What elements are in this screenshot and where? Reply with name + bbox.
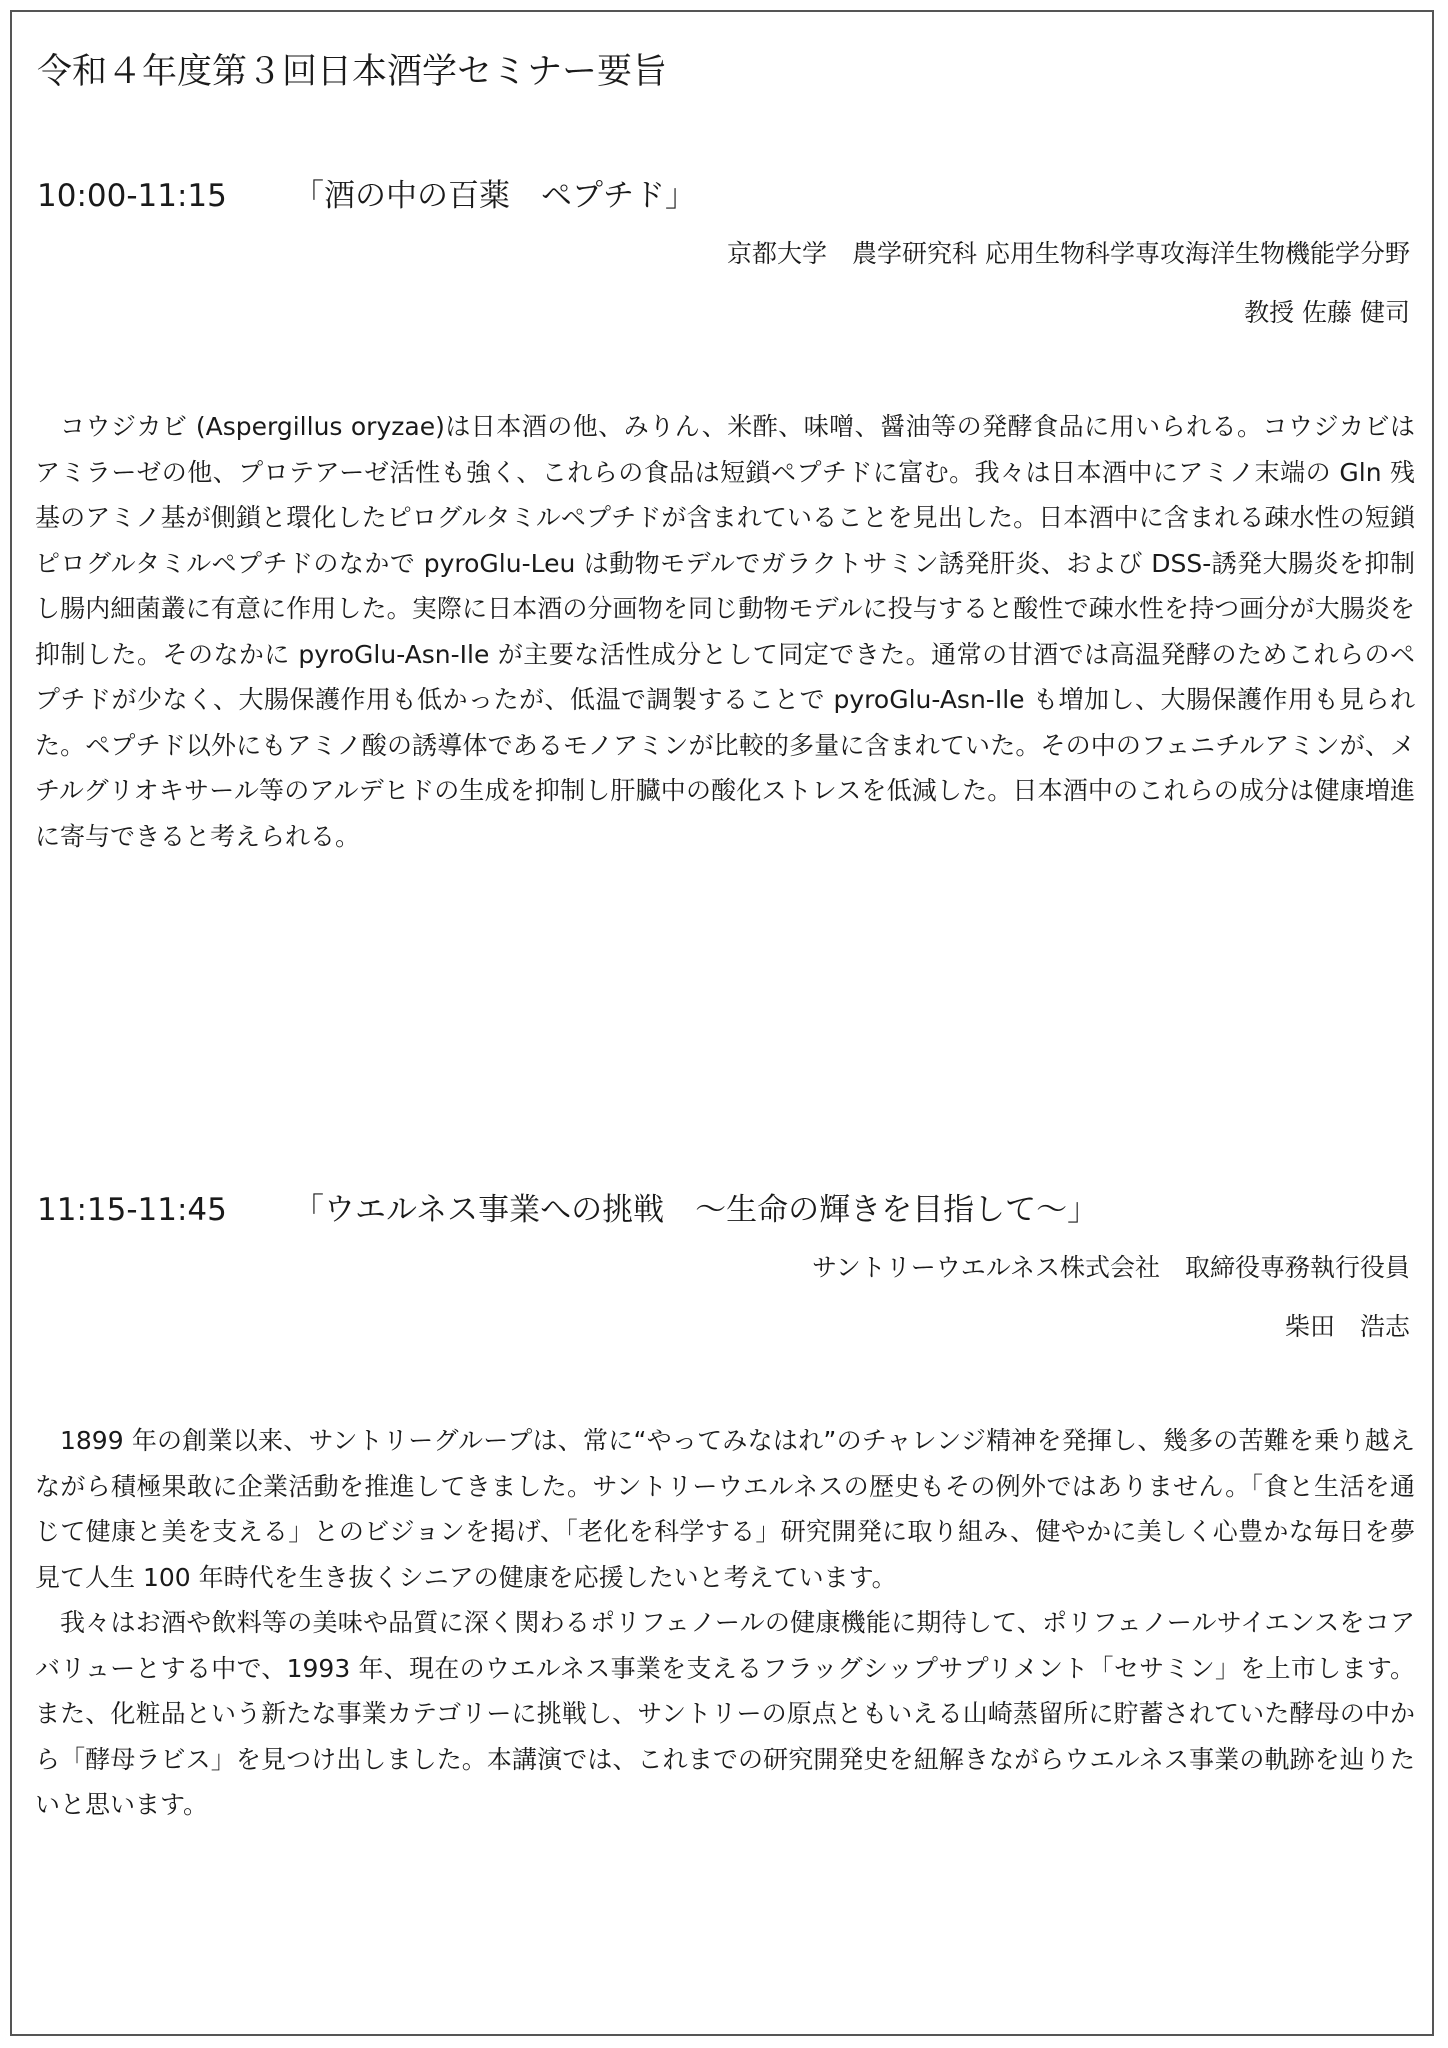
talk-1-abstract (35, 404, 1415, 859)
talk-2-time: 11:15-11:45 (37, 1192, 227, 1228)
talk-1-heading (37, 176, 696, 216)
talk-1-time: 10:00-11:15 (37, 178, 227, 214)
talk-1-abstract-paragraph: コウジカビ (Aspergillus oryzae)は日本酒の他、みりん、米酢、味噌、醤油等の発酵食品に用いられる。コウジカビはアミラーゼの他、プロテアーゼ活性も強く、これらの食品は短鎖ペプチドに富む。我々は日本酒中にアミノ末端の Gln 残基のアミノ基が側鎖と環化したピログルタミルペプチドが含まれていることを見出した。日本酒中に含まれる疎水性の短鎖ピログルタミルペプチドのなかで pyroGlu-Leu は動物モデルでガラクトサミン誘発肝炎、および DSS-誘発大腸炎を抑制し腸内細菌叢に有意に作用した。実際に日本酒の分画物を同じ動物モデルに投与すると酸性で疎水性を持つ画分が大腸炎を抑制した。そのなかに pyroGlu-Asn-Ile が主要な活性成分として同定できた。通常の甘酒では高温発酵のためこれらのペプチドが少なく、大腸保護作用も低かったが、低温で調製することで pyroGlu-Asn-Ile も増加し、大腸保護作用も見られた。ペプチド以外にもアミノ酸の誘導体であるモノアミンが比較的多量に含まれていた。その中のフェニチルアミンが、メチルグリオキサール等のアルデヒドの生成を抑制し肝臓中の酸化ストレスを低減した。日本酒中のこれらの成分は健康増進に寄与できると考えられる。 (35, 412, 1415, 851)
document-title: 令和４年度第３回日本酒学セミナー要旨 (37, 52, 668, 92)
talk-2-title: 「ウエルネス事業への挑戦 ～生命の輝きを目指して～」 (293, 1192, 1099, 1228)
talk-1-affiliation: 京都大学 農学研究科 応用生物科学専攻海洋生物機能学分野 (727, 239, 1410, 268)
talk-2-abstract (35, 1418, 1415, 1828)
talk-2-heading (37, 1190, 1098, 1230)
talk-2-abstract-paragraph: 我々はお酒や飲料等の美味や品質に深く関わるポリフェノールの健康機能に期待して、ポリフェノールサイエンスをコアバリューとする中で、1993 年、現在のウエルネス事業を支えるフラッグシップサプリメント「セサミン」を上市します。また、化粧品という新たな事業カテゴリーに挑戦し、サントリーの原点ともいえる山崎蒸留所に貯蓄されていた酵母の中から「酵母ラビス」を見つけ出しました。本講演では、これまでの研究開発史を紐解きながらウエルネス事業の軌跡を辿りたいと思います。 (35, 1608, 1415, 1819)
talk-2-affiliation: サントリーウエルネス株式会社 取締役専務執行役員 (811, 1253, 1410, 1282)
talk-2-abstract-paragraph: 1899 年の創業以来、サントリーグループは、常に“やってみなはれ”のチャレンジ精神を発揮し、幾多の苦難を乗り越えながら積極果敢に企業活動を推進してきました。サントリーウエルネスの歴史もその例外ではありません。「食と生活を通じて健康と美を支える」とのビジョンを掲げ、「老化を科学する」研究開発に取り組み、健やかに美しく心豊かな毎日を夢見て人生 100 年時代を生き抜くシニアの健康を応援したいと考えています。 (35, 1426, 1415, 1592)
talk-1-title: 「酒の中の百薬 ペプチド」 (293, 178, 696, 214)
talk-2-speaker: 柴田 浩志 (1284, 1312, 1410, 1341)
talk-1-speaker: 教授 佐藤 健司 (1244, 298, 1410, 327)
